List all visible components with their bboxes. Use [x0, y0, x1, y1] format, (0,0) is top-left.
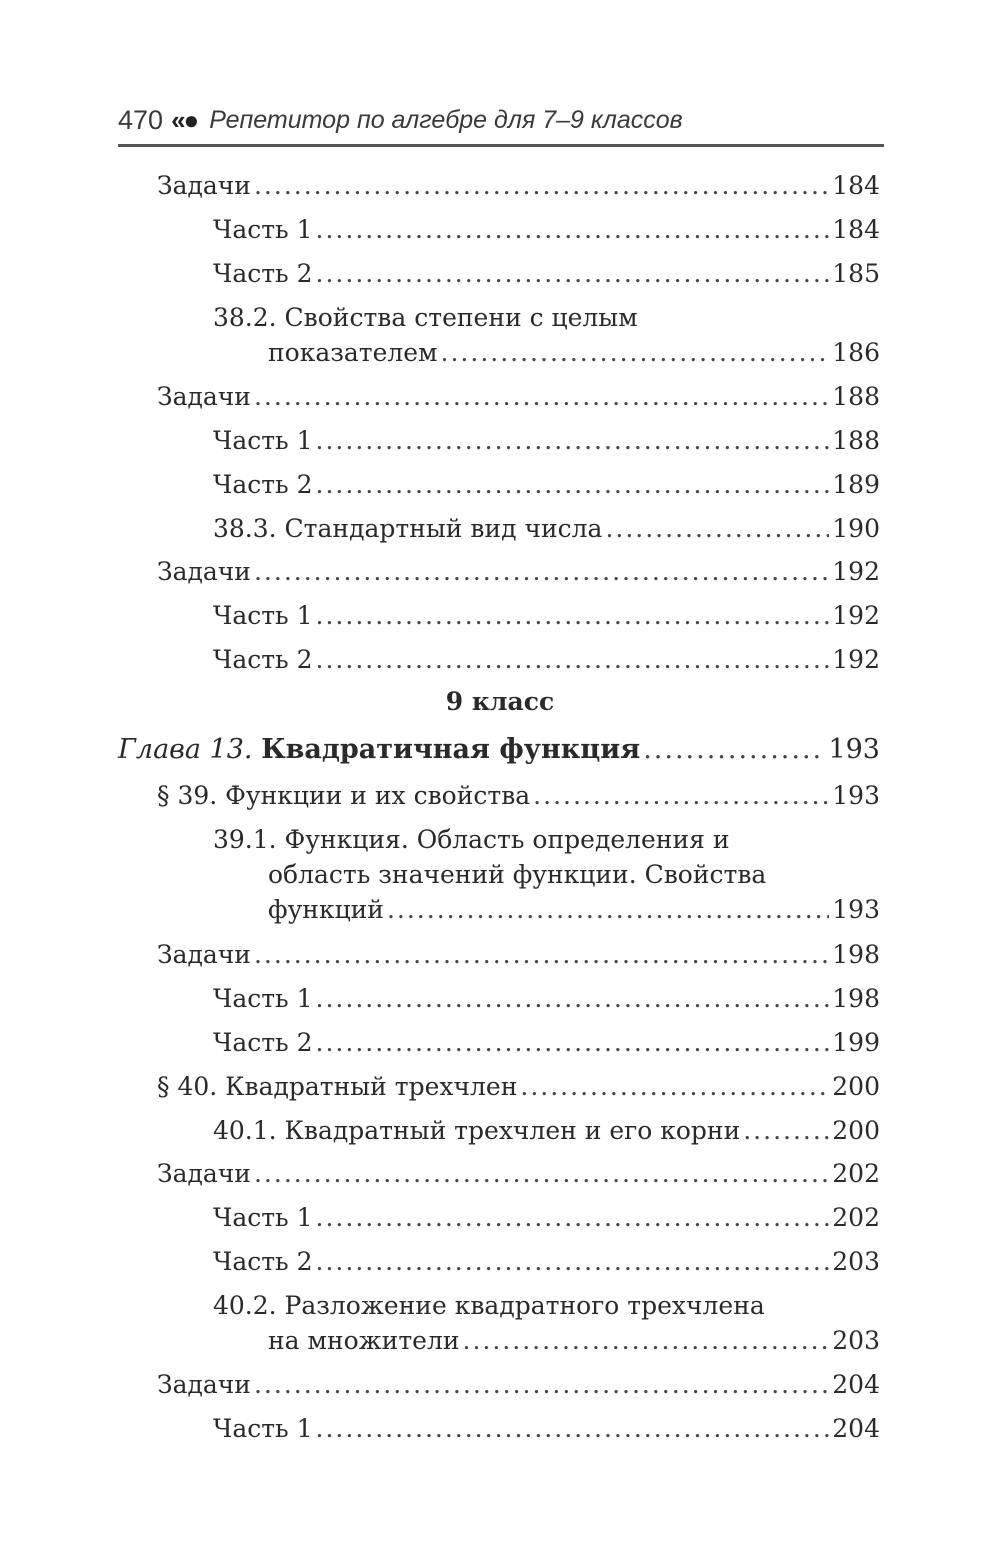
toc-entry-subsection[interactable]	[213, 822, 880, 927]
toc-entry-section[interactable]	[157, 1069, 880, 1104]
toc-entry-part[interactable]	[213, 467, 880, 502]
toc-entry-part[interactable]	[213, 256, 880, 291]
toc-entry-title: 38.3. Стандартный вид числа	[213, 514, 603, 543]
header-ornament-icon: «●	[171, 104, 198, 135]
toc-entry-title: Часть 1	[213, 1414, 313, 1443]
toc-entry-subsection[interactable]	[213, 511, 880, 546]
toc-entry-subsection[interactable]	[213, 1288, 880, 1358]
leader-dots	[387, 892, 829, 927]
leader-dots	[316, 981, 830, 1016]
toc-entry-subsection[interactable]	[213, 1113, 880, 1148]
leader-dots	[316, 1244, 830, 1279]
toc-entry-page: 198	[832, 940, 880, 969]
toc-entry-page: 204	[832, 1414, 880, 1443]
toc-entry-title: Часть 2	[213, 645, 313, 674]
toc-entry-page: 184	[832, 215, 880, 244]
toc-entry-part[interactable]	[213, 1244, 880, 1279]
toc-entry-page: 200	[832, 1072, 880, 1101]
toc-entry-title: 39.1. Функция. Область определения и	[213, 825, 730, 854]
leader-dots	[316, 642, 830, 677]
toc-entry-title: Часть 1	[213, 984, 313, 1013]
leader-dots	[254, 379, 829, 414]
chapter-label: Глава 13.	[118, 734, 253, 765]
toc-entry-title: § 39. Функции и их свойства	[157, 781, 531, 810]
toc-entry-tasks[interactable]	[157, 379, 880, 414]
toc-entry-title: Часть 2	[213, 259, 313, 288]
toc-entry-title-cont: функций	[268, 895, 384, 924]
toc-entry-page: 188	[832, 382, 880, 411]
leader-dots	[316, 598, 830, 633]
toc-entry-title: Часть 1	[213, 426, 313, 455]
toc-entry-page: 193	[832, 781, 880, 810]
toc-entry-page: 192	[832, 601, 880, 630]
leader-dots	[316, 1411, 830, 1446]
toc-entry-title-cont: показателем	[268, 338, 438, 367]
toc-entry-title: Часть 1	[213, 215, 313, 244]
leader-dots	[254, 168, 829, 203]
leader-dots	[316, 467, 830, 502]
leader-dots	[254, 1367, 829, 1402]
toc-entry-part[interactable]	[213, 1411, 880, 1446]
toc-entry-page: 184	[832, 171, 880, 200]
leader-dots	[520, 1069, 829, 1104]
toc-entry-title: 38.2. Свойства степени с целым	[213, 303, 638, 332]
leader-dots	[316, 212, 830, 247]
leader-dots	[743, 1113, 829, 1148]
toc-entry-page: 186	[832, 338, 880, 367]
toc-entry-page: 193	[828, 734, 880, 765]
toc-entry-title: Часть 2	[213, 1028, 313, 1057]
toc-entry-page: 193	[832, 895, 880, 924]
toc-entry-page: 203	[832, 1247, 880, 1276]
toc-entry-part[interactable]	[213, 1025, 880, 1060]
toc-entry-part[interactable]	[213, 642, 880, 677]
leader-dots	[316, 256, 830, 291]
leader-dots	[533, 778, 829, 813]
toc-entry-title: 40.2. Разложение квадратного трехчлена	[213, 1291, 765, 1320]
header-rule	[118, 144, 884, 147]
toc-entry-page: 202	[832, 1203, 880, 1232]
toc-entry-page: 190	[832, 514, 880, 543]
book-title: Репетитор по алгебре для 7–9 классов	[209, 105, 683, 134]
page-number: 470	[118, 104, 164, 135]
toc-entry-page: 192	[832, 557, 880, 586]
toc-entry-tasks[interactable]	[157, 168, 880, 203]
toc-entry-part[interactable]	[213, 423, 880, 458]
toc-entry-title: Задачи	[157, 940, 251, 969]
toc-entry-page: 202	[832, 1159, 880, 1188]
grade-heading: 9 класс	[445, 687, 555, 716]
leader-dots	[643, 732, 825, 767]
toc-entry-subsection[interactable]	[213, 300, 880, 370]
toc-entry-page: 189	[832, 470, 880, 499]
toc-entry-title: Часть 2	[213, 1247, 313, 1276]
leader-dots	[463, 1323, 830, 1358]
toc-entry-title: Часть 2	[213, 470, 313, 499]
toc-entry-part[interactable]	[213, 598, 880, 633]
toc-entry-title: Часть 1	[213, 601, 313, 630]
toc-entry-page: 199	[832, 1028, 880, 1057]
toc-entry-section[interactable]	[157, 778, 880, 813]
leader-dots	[316, 1200, 830, 1235]
toc-entry-chapter[interactable]	[118, 732, 880, 767]
toc-entry-title: Задачи	[157, 1159, 251, 1188]
toc-entry-title: Задачи	[157, 557, 251, 586]
toc-entry-title: § 40. Квадратный трехчлен	[157, 1072, 518, 1101]
toc-entry-page: 203	[832, 1326, 880, 1355]
toc-entry-title-cont: область значений функции. Свойства	[268, 860, 767, 889]
toc-entry-tasks[interactable]	[157, 1367, 880, 1402]
toc-entry-title: Задачи	[157, 382, 251, 411]
leader-dots	[316, 423, 830, 458]
leader-dots	[441, 335, 830, 370]
toc-entry-title: Задачи	[157, 171, 251, 200]
toc-entry-part[interactable]	[213, 1200, 880, 1235]
toc-entry-title-cont: на множители	[268, 1326, 460, 1355]
toc-entry-tasks[interactable]	[157, 937, 880, 972]
toc-entry-page: 198	[832, 984, 880, 1013]
toc-entry-page: 185	[832, 259, 880, 288]
toc-entry-title: Задачи	[157, 1370, 251, 1399]
leader-dots	[316, 1025, 830, 1060]
chapter-title: Квадратичная функция	[261, 734, 641, 765]
toc-entry-tasks[interactable]	[157, 1156, 880, 1191]
leader-dots	[254, 1156, 829, 1191]
toc-entry-title: 40.1. Квадратный трехчлен и его корни	[213, 1116, 741, 1145]
toc-entry-page: 204	[832, 1370, 880, 1399]
toc-entry-page: 188	[832, 426, 880, 455]
toc-entry-title: Часть 1	[213, 1203, 313, 1232]
leader-dots	[254, 554, 829, 589]
leader-dots	[254, 937, 829, 972]
toc-entry-part[interactable]	[213, 981, 880, 1016]
toc-entry-page: 200	[832, 1116, 880, 1145]
toc-entry-part[interactable]	[213, 212, 880, 247]
toc-entry-tasks[interactable]	[157, 554, 880, 589]
running-header	[118, 98, 884, 142]
toc-entry-page: 192	[832, 645, 880, 674]
leader-dots	[605, 511, 829, 546]
